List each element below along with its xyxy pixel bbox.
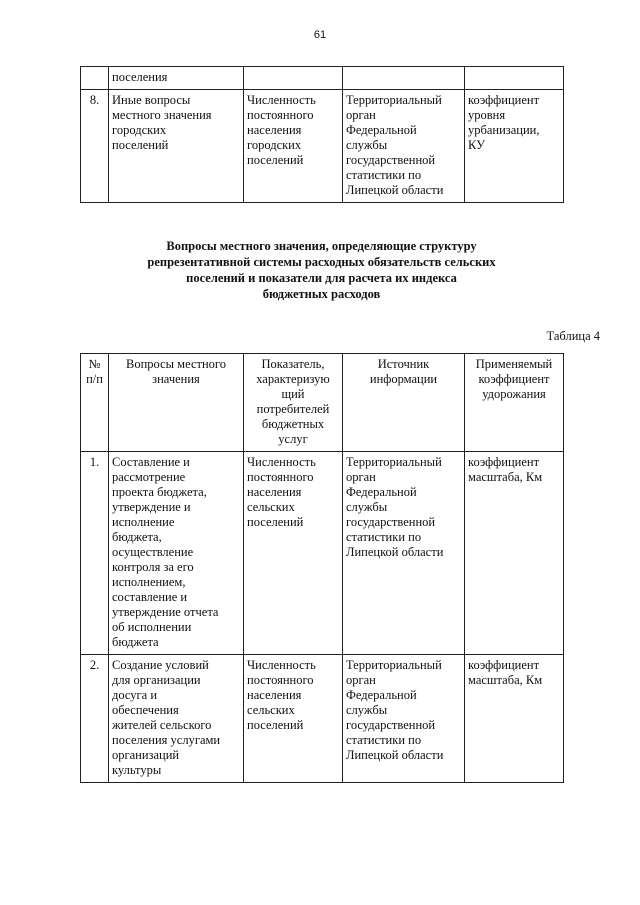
table-row	[81, 452, 564, 655]
source-cell: Территориальный орган Федеральной службы государственной статистики по Липецкой области	[343, 655, 465, 783]
indicator-cell: Численность постоянного населения городских поселений	[244, 90, 343, 203]
indicator-cell: Численность постоянного населения сельских поселений	[244, 452, 343, 655]
source-cell	[343, 67, 465, 90]
row-number	[81, 67, 109, 90]
table-header-row	[81, 354, 564, 452]
table-row	[81, 655, 564, 783]
expenditure-table	[80, 353, 564, 783]
row-number: 1.	[81, 452, 109, 655]
question-cell: Создание условий для организации досуга и обеспечения жителей сельского поселения услугами организаций культуры	[109, 655, 244, 783]
continued-table	[80, 66, 564, 203]
question-cell: поселения	[109, 67, 244, 90]
table-row	[81, 90, 564, 203]
indicator-cell: Численность постоянного населения сельских поселений	[244, 655, 343, 783]
header-num: № п/п	[81, 354, 109, 452]
coefficient-cell: коэффициент масштаба, Км	[465, 655, 564, 783]
indicator-cell	[244, 67, 343, 90]
header-indicator: Показатель, характеризую щий потребителей бюджетных услуг	[244, 354, 343, 452]
page-number: 61	[313, 29, 327, 41]
question-cell: Иные вопросы местного значения городских поселений	[109, 90, 244, 203]
header-source: Источник информации	[343, 354, 465, 452]
coefficient-cell: коэффициент уровня урбанизации, КУ	[465, 90, 564, 203]
row-number: 8.	[81, 90, 109, 203]
source-cell: Территориальный орган Федеральной службы государственной статистики по Липецкой области	[343, 90, 465, 203]
header-coefficient: Применяемый коэффициент удорожания	[465, 354, 564, 452]
header-question: Вопросы местного значения	[109, 354, 244, 452]
coefficient-cell	[465, 67, 564, 90]
coefficient-cell: коэффициент масштаба, Км	[465, 452, 564, 655]
source-cell: Территориальный орган Федеральной службы государственной статистики по Липецкой области	[343, 452, 465, 655]
question-cell: Составление и рассмотрение проекта бюджета, утверждение и исполнение бюджета, осуществление контроля за его исполнением, составление и утверждение отчета об исполнении бюджета	[109, 452, 244, 655]
section-heading: Вопросы местного значения, определяющие структуру репрезентативной системы расходных обязательств сельских поселений и показатели для расчета их индекса бюджетных расходов	[147, 239, 496, 301]
row-number: 2.	[81, 655, 109, 783]
table-label: Таблица 4	[546, 329, 600, 343]
table-row	[81, 67, 564, 90]
